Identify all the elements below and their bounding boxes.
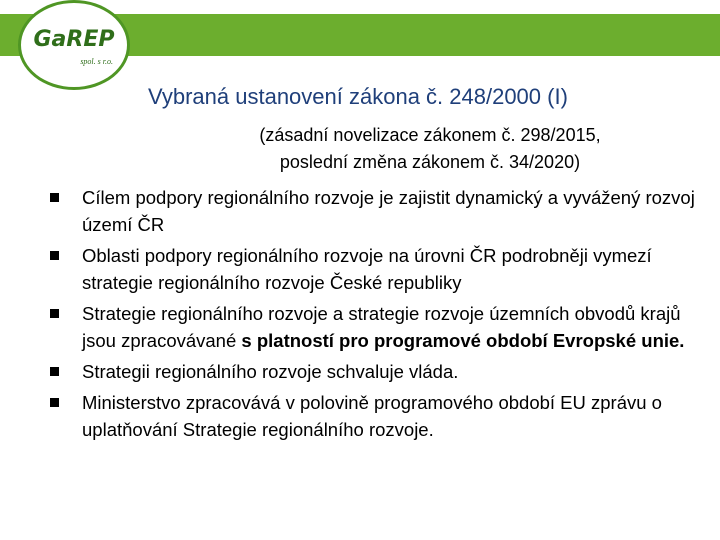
bullet-square-icon — [50, 367, 59, 376]
logo-wordmark: GaREP — [33, 27, 115, 52]
bullet-square-icon — [50, 193, 59, 202]
bullet-list — [50, 184, 710, 447]
subtitle-line-1: (zásadní novelizace zákonem č. 298/2015, — [259, 125, 601, 145]
bullet-square-icon — [50, 398, 59, 407]
bullet-square-icon — [50, 309, 59, 318]
bullet-text: Strategii regionálního rozvoje schvaluje vláda. — [82, 361, 459, 382]
bullet-item — [50, 358, 710, 385]
bullet-square-icon — [50, 251, 59, 260]
bullet-item — [50, 389, 710, 443]
bullet-text: Oblasti podpory regionálního rozvoje na úrovni ČR podrobněji vymezí strategie regionálního rozvoje České republiky — [82, 245, 652, 293]
bullet-text: Strategie regionálního rozvoje a strategie rozvoje územních obvodů krajů jsou zpracovávané — [82, 303, 681, 351]
subtitle-line-2: poslední změna zákonem č. 34/2020) — [279, 152, 581, 172]
bullet-item — [50, 242, 710, 296]
bullet-text: Ministerstvo zpracovává v polovině programového období EU zprávu o uplatňování Strategie regionálního rozvoje. — [82, 392, 662, 440]
bullet-item — [50, 300, 710, 354]
slide-subtitle — [200, 122, 660, 176]
company-logo — [18, 0, 130, 90]
logo-subtitle: spol. s r.o. — [80, 57, 113, 66]
bullet-item — [50, 184, 710, 238]
slide-title: Vybraná ustanovení zákona č. 248/2000 (I) — [148, 84, 568, 109]
bullet-bold-text: s platností pro programové období Evropské unie. — [241, 330, 685, 351]
bullet-text: Cílem podpory regionálního rozvoje je zajistit dynamický a vyvážený rozvoj území ČR — [82, 187, 695, 235]
